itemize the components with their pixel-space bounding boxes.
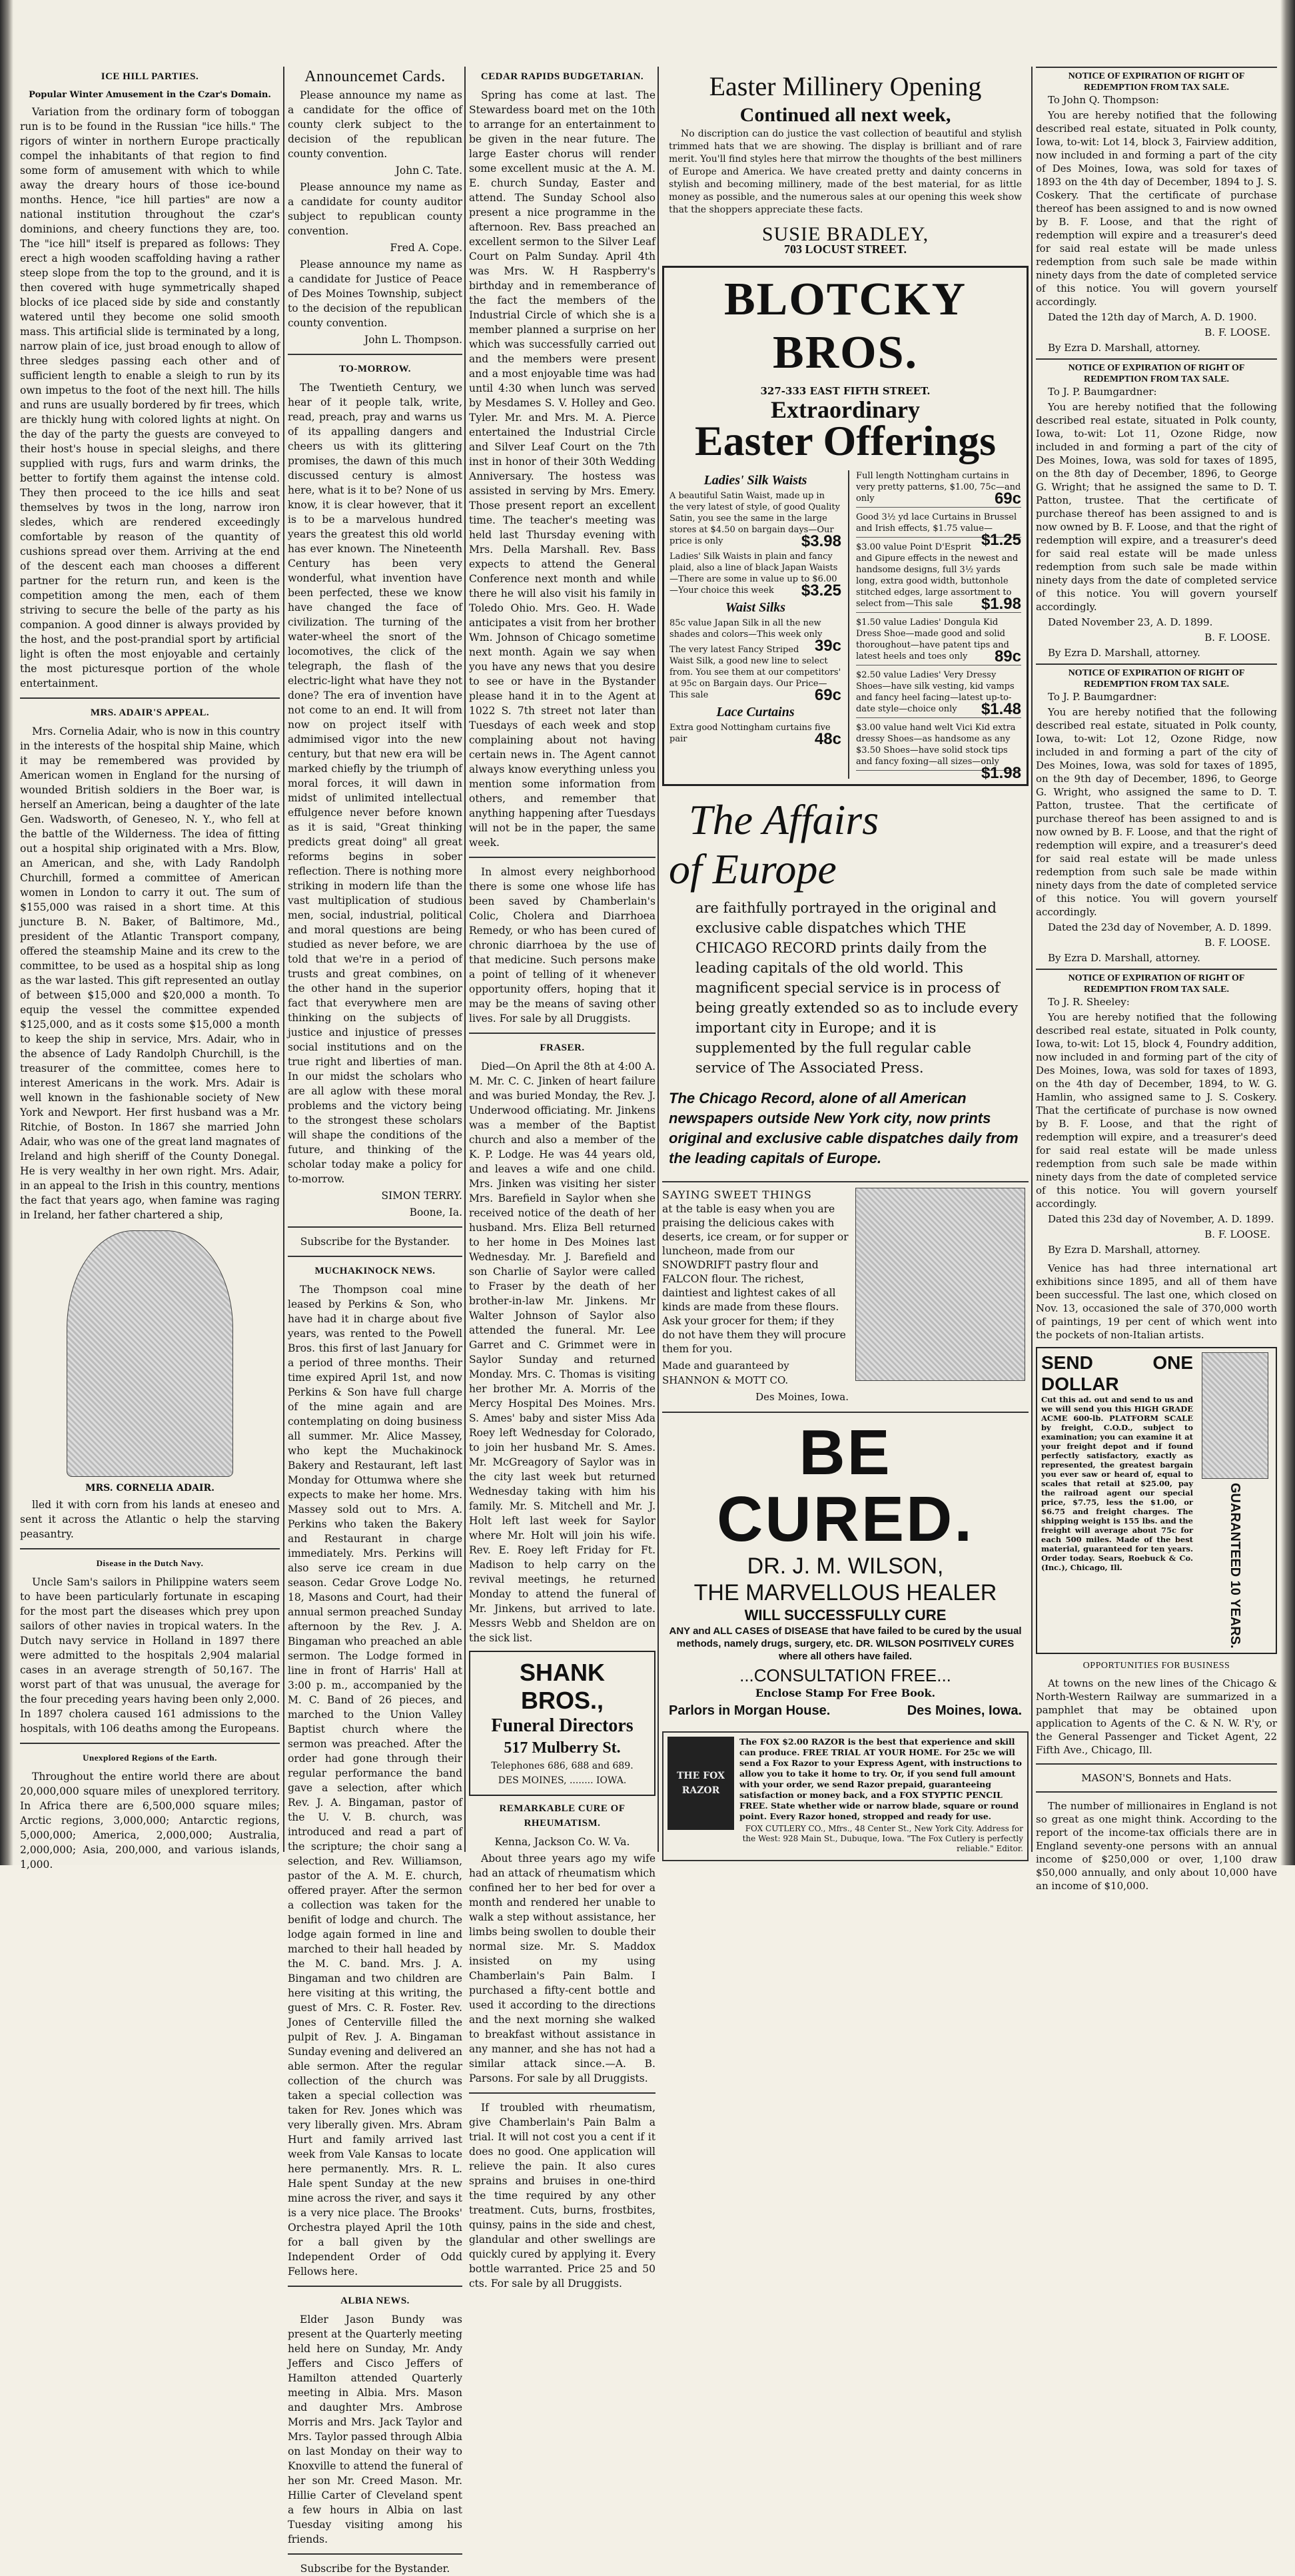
article-body: Elder Jason Bundy was present at the Quarterly meeting held here on Sunday, Mr. Andy Jeffers and Cisco Jeffers of Hamilton attended Quarterly meeting in Albia. Mrs. Mason and daughter Mrs. Ambrose Morris and Mrs. Jack Taylor and Mrs. Taylor passed through Albia on last Monday on their way to Knoxville to attend the funeral of her son Mr. Creed Mason. Mr. Hillie Carter of Cleveland spent a few hours in Albia on last Tuesday visiting among his friends. — [288, 2314, 462, 2545]
column-rule — [1031, 67, 1033, 1852]
ad-subheadline: Funeral Directors — [491, 1715, 634, 1736]
column-rule — [464, 67, 466, 1852]
notice-signature: B. F. LOOSE. — [1204, 632, 1270, 644]
ad-city: DES MOINES, ........ IOWA. — [498, 1775, 627, 1786]
notice-recipient: To J. P. Baumgardner: — [1048, 691, 1157, 703]
notice-signature: B. F. LOOSE. — [1204, 326, 1270, 338]
offer-description: Extra good Nottingham curtains five pair — [669, 723, 831, 744]
subscribe-notice: Subscribe for the Bystander. — [300, 2563, 450, 2575]
column-3 — [469, 67, 655, 2290]
notice-recipient: To John Q. Thompson: — [1048, 94, 1159, 106]
scale-ad-text — [1041, 1352, 1193, 1649]
notice-attorney: By Ezra D. Marshall, attorney. — [1048, 952, 1200, 964]
ad-name: SUSIE BRADLEY, — [761, 223, 929, 245]
ad-tagline: WILL SUCCESSFULLY CURE — [744, 1607, 947, 1623]
offer-item — [856, 669, 1021, 718]
article-body: lled it with corn from his lands at eneseo and sent it across the Atlantic o help the starving peasantry. — [20, 1499, 280, 1540]
offer-description: $3.00 value hand welt Vici Kid extra dressy Shoes—as handsome as any $3.50 Shoes—have solid stock tips and fancy foxing—all sizes—only — [855, 723, 1016, 767]
divider — [288, 2553, 462, 2555]
article-body: About three years ago my wife had an attack of rheumatism which confined her to her bed for over a month and rendered her unable to walk a step without assistance, her limbs being swollen to double their normal size. Mr. S. Maddox insisted on my using Chamberlain's Pain Balm. I purchased a fifty-cent bottle and used it according to the directions and the next morning she walked to breakfast without assistance in any manner, and she has not had a similar attack since.—A. B. Parsons. For sale by all Druggists. — [469, 1853, 655, 2084]
announcement-signature: Fred A. Cope. — [390, 242, 462, 254]
fox-razor-ad — [662, 1731, 1029, 1861]
ad-body: are faithfully portrayed in the original and exclusive cable dispatches which THE CHICAGO RECORD prints daily from the leading capitals of the old world. This magnificent special service is in process of being greatly extended so as to include every important city in Europe; and it is supplemented by the full regular cable service of The Associated Press. — [695, 900, 1019, 1076]
scale-ad-art — [1198, 1352, 1272, 1649]
notice-date: Dated this 23d day of November, A. D. 1899. — [1048, 1213, 1274, 1225]
divider — [1036, 1763, 1277, 1765]
notice-body: You are hereby notified that the following described real estate, situated in Polk county, Iowa, to-wit: Lot 11, Ozone Ridge, now included in and forming a part of the city of Des Moines, Iowa, was sold for taxes of 1895, on the 8th day of December, 1896, to George G. Wright; that he assigned the same to D. T. Patton, trustee. That the certificate of purchase thereof has been assigned to and is now owned by B. F. Loose, and that the right of redemption will expire, and a treasurer's deed for said real estate will be made unless redemption from such sale be made within ninety days from the date of completed service of this notice. You will govern yourself accordingly. — [1036, 401, 1277, 613]
section-title: Announcemet Cards. — [304, 68, 446, 85]
article-title: FRASER. — [540, 1043, 585, 1053]
article-title: Disease in the Dutch Navy. — [96, 1558, 204, 1568]
article-place: Kenna, Jackson Co. W. Va. — [494, 1836, 630, 1848]
offer-description: The very latest Fancy Striped Waist Silk, a good new line to select from. You see them at our competitors' at 95c on Bargain days. Our Price—This sale — [669, 645, 841, 700]
offers-right — [855, 470, 1021, 782]
ad-footer — [669, 1703, 1022, 1718]
offer-description: Good 3½ yd lace Curtains in Brussel and Irish effects, $1.75 value— — [855, 512, 1017, 534]
ad-headline: SHANK BROS., — [519, 1659, 605, 1714]
notice-heading: NOTICE OF EXPIRATION OF RIGHT OF REDEMPTION FROM TAX SALE. — [1068, 973, 1245, 995]
article-title: TO-MORROW. — [339, 364, 411, 374]
notice-signature: B. F. LOOSE. — [1204, 1228, 1270, 1240]
offer-description: Full length Nottingham curtains in very pretty patterns, $1.00, 75c—and only — [855, 471, 1021, 504]
offer-description: A beautiful Satin Waist, made up in the very latest of style, of good Quality Satin, you see the same in the large stores at $4.50 on bargain days—Our price is only — [669, 491, 840, 546]
announcement: Please announce my name as a candidate for county auditor subject to republican county convention. — [288, 181, 462, 237]
article-body: Throughout the entire world there are about 20,000,000 square miles of unexplored territory. In Africa there are 6,500,000 square miles; Arctic regions, 3,000,000; Antarctic regions, 5,000,000; America, 2,000,000; Australia, 2,000,000; Asia, 200,000, and various islands, 1,000. — [20, 1771, 280, 1871]
divider — [288, 354, 462, 355]
notice-recipient: To J. R. Sheeley: — [1048, 996, 1130, 1008]
article-body: Uncle Sam's sailors in Philippine waters seem to have been particularly fortunate in escaping for the most part the diseases which prey upon sailors of other navies in tropical waters. In the Dutch navy service in Holland in 1897 there were admitted to the hospitals 2,904 malarial cases in an average strength of 50,167. The worst part of that was unusual, the average for the four preceding years having been only 2,000. In 1897 cholera caused 161 admissions to the hospitals, with 106 deaths among the Europeans. — [20, 1576, 280, 1735]
notice-heading: NOTICE OF EXPIRATION OF RIGHT OF REDEMPTION FROM TAX SALE. — [1068, 71, 1245, 93]
razor-logo: THE FOX RAZOR — [667, 1737, 734, 1830]
offer-price: 69c — [994, 490, 1021, 508]
scale-ad — [1036, 1347, 1277, 1654]
ad-name: DR. J. M. WILSON, — [747, 1553, 944, 1579]
article-body: Mrs. Cornelia Adair, who is now in this country in the interests of the hospital ship Maine, which it may be remembered was provided by American women in England for the nursing of wounded British soldiers in the Boer war, is herself an American, being a daughter of the late Gen. Wadsworth, of Geneseo, N. Y., who fell at the battle of the Wilderness. The idea of fitting out a hospital ship originated with a Mrs. Blow, an American, and she, with Lady Randolph Churchill, formed a committee of American women in London to carry it out. The sum of $155,000 was raised in a short time. At this juncture B. N. Baker, of Baltimore, Md., president of the Atlantic Transport company, offered the steamship Maine and its crew to the committee, to be used as a hospital ship as long as the war lasted. This gift represented an outlay of between $15,000 and $20,000 a month. To equip the vessel the committee expended $125,000, and as it costs some $15,000 a month to keep the ship in service, Mrs. Adair, who in the absence of Lady Randolph Churchill, is the treasurer of the committee, comes here to interest Americans in the work. Mrs. Adair is well known in the fashionable society of New York and Newport. Her first husband was a Mr. Ritchie, of Boston. In 1867 she married John Adair, who was one of the great land magnates of Ireland and high sheriff of the County Donegal. He is very wealthy in her own right. Mrs. Adair, in an appeal to the Irish in this country, mentions the fact that years ago, when famine was raging in Ireland, her father chartered a ship, — [20, 725, 280, 1221]
article-body: The number of millionaires in England is not so great as one might think. According to the report of the income-tax officials there are in England seventy-one persons with an annual income of $250,000 or over, 1,100 draw $50,000 annually, and only about 10,000 have an income of $10,000. — [1036, 1799, 1277, 1892]
offer-item — [669, 618, 841, 655]
ad-signature: Made and guaranteed by SHANNON & MOTT CO. — [662, 1360, 789, 1386]
ad-address: 703 LOCUST STREET. — [784, 242, 907, 256]
flour-ad — [662, 1181, 1029, 1406]
column-2 — [288, 67, 462, 2575]
divider — [20, 1743, 280, 1744]
notice-attorney: By Ezra D. Marshall, attorney. — [1048, 342, 1200, 354]
fox-razor-text — [739, 1737, 1023, 1856]
ad-headline: BE CURED. — [716, 1417, 974, 1555]
offer-item — [669, 551, 841, 600]
ad-guarantee: GUARANTEED 10 YEARS. — [1228, 1483, 1242, 1649]
article-body: At towns on the new lines of the Chicago & North-Western Railway are summarized in a pamphlet that may be obtained upon application to Agents of the C. & N. W. R'y, or the General Passenger and Ticket Agent, 22 Fifth Ave., Chicago, Ill. — [1036, 1677, 1277, 1756]
flour-ad-text — [662, 1188, 849, 1406]
offer-price: $1.48 — [981, 700, 1021, 718]
article-title: OPPORTUNITIES FOR BUSINESS — [1082, 1660, 1230, 1671]
offer-price: $1.98 — [981, 764, 1021, 782]
ad-address: Parlors in Morgan House. — [669, 1703, 831, 1718]
announcement: Please announce my name as a candidate for the office of county clerk subject to the decision of the republican county convention. — [288, 89, 462, 160]
offer-item — [669, 722, 841, 748]
ad-address: 327-333 EAST FIFTH STREET. — [760, 385, 931, 397]
notice-heading: NOTICE OF EXPIRATION OF RIGHT OF REDEMPTION FROM TAX SALE. — [1068, 363, 1245, 384]
divider — [288, 1226, 462, 1228]
ad-body: ANY and ALL CASES of DISEASE that have failed to be cured by the usual methods, namely drugs, surgery, etc. DR. WILSON POSITIVELY CURES where all others have failed. — [669, 1625, 1022, 1662]
ad-headline: SAYING SWEET THINGS — [662, 1188, 812, 1201]
ad-headline: SEND ONE DOLLAR — [1041, 1352, 1193, 1394]
notice-signature: B. F. LOOSE. — [1204, 937, 1270, 949]
ad-headline: Easter Millinery Opening — [709, 71, 982, 101]
announcement: Please announce my name as a candidate for Justice of Peace of Des Moines Township, subject to the decision of the republican county convention. — [288, 258, 462, 329]
divider — [1036, 1791, 1277, 1793]
notice-attorney: By Ezra D. Marshall, attorney. — [1048, 1244, 1200, 1256]
article-body: If troubled with rheumatism, give Chamberlain's Pain Balm a trial. It will not cost you a cent if it does no good. One application will relieve the pain. It also cures sprains and bruises in one-third the time required by any other treatment. Cuts, burns, frostbites, quinsy, pains in the side and chest, glandular and other swellings are quickly cured by applying it. Every bottle warranted. Price 25 and 50 cts. For sale by all Druggists. — [469, 2102, 655, 2290]
article-body: Died—On April the 8th at 4:00 A. M. Mr. C. C. Jinken of heart failure and was buried Monday, the Rev. J. Underwood officiating. Mr. Jinkens was a member of the Baptist church and also a member of the K. P. Lodge. He was 44 years old, and leaves a wife and one child. Mrs. Jinken was visiting her sister Mrs. Barefield in Saylor when she received notice of the death of her husband. Mrs. Eliza Bell returned to her home in Des Moines last Wednesday. Mr. J. Barefield and son Charlie of Saylor were called to Fraser by the death of her brother-in-law Mr. Jinkens. Mr Walter Johnson of Saylor also attended the funeral. Mr. Lee Garret and C. Grimmet were in Saylor Sunday and returned Monday. Mrs. C. Thomas is visiting her brother Mr. A. Morris of the Mercy Hospital Des Moines. Mrs. S. Ames' baby and sister Miss Ada Roey left Wednesday for Colorado, to join her husband Mr. S. Ames. Mr. McGreagory of Saylor was in the city last week but returned Wednesday taking with him his family. Mr. S. Mitchell and Mr. J. Holt left last week for Saylor where Mr. Holt will join his wife. Rev. E. Roey left Friday for Ft. Madison to help carry on the revival meetings, he returned Monday to attend the funeral of Mr. Jinkens, but arrived to late. Messrs Webb and Sheldon are on the sick list. — [469, 1061, 655, 1644]
ad-title: Easter Offerings — [694, 417, 997, 464]
offer-price: 39c — [814, 637, 841, 655]
article-title: Unexplored Regions of the Earth. — [83, 1753, 217, 1763]
ad-signature: FOX CUTLERY CO., Mfrs., 48 Center St., New York City. Address for the West: 928 Main St., Dubuque, Iowa. "The Fox Cutlery is perfectly reliable." Editor. — [742, 1824, 1023, 1853]
article-title: ALBIA NEWS. — [340, 2296, 410, 2306]
offer-description: Ladies' Silk Waists in plain and fancy plaid, also a line of black Japan Waists—There are some in value up to $6.00—Your choice this week — [669, 552, 838, 596]
baking-illustration — [855, 1188, 1025, 1381]
article-title: MRS. ADAIR'S APPEAL. — [90, 707, 210, 718]
article-body: The Thompson coal mine leased by Perkins & Son, who have had it in charge about five years, was rented to the Powell Bros. this first of last January for a period of three months. Their time expired April 1st, and now Perkins & Son have full charge of the mine again and are contemplating on doing business all summer. Mr. Alice Massey, who kept the Muchakinock Bakery and Restaurant, left last Monday for Ottumwa where she expects to make her home. Mrs. Massey sold out to Mrs. A. Perkins who taken the Bakery and Restaurant in charge immediately. Mrs. Perkins will also serve ice cream in due season. Cedar Grove Lodge No. 18, Masons and Court, had their annual sermon preached Sunday afternoon by the Rev. J. A. Bingaman who preached an able sermon. The Lodge formed in line in front of Harris' Hall at 3:00 p. m., accompanied by the M. C. Band of 26 pieces, and marched to the Union Valley Baptist church where the sermon was preached. After the order had gone through their regular performance the band gave a selection, after which Rev. J. A. Bingaman, pastor of the U. V. B. church, was introduced and read a part of the scripture; the choir sang a selection, and Rev. Williamson, pastor of the A. M. E. church, offered prayer. After the sermon a collection was taken for the benifit of lodge and church. The lodge again formed in line and marched to their hall headed by the M. C. band. Mrs. J. A. Bingaman and two children are here visiting at this writing, the guest of Mrs. C. R. Foster. Rev. Jones of Centerville filled the pulpit of Rev. J. A. Bingaman Sunday evening and delivered an able sermon. After the regular collection of the church was taken a special collection was taken for Rev. Jones which was very liberally given. Mrs. Abram Hurt and family arrived last week from Vale Kansas to locate here permanently. Mrs. R. L. Hale spent Sunday at the new mine across the river, and says it is a very nice place. The Brooks' Orchestra played April the 10th for a ball given by the Independent Order of Odd Fellows here. — [288, 1284, 462, 2278]
notice-body: You are hereby notified that the following described real estate, situated in Polk county, Iowa, to-wit: Lot 15, block 4, Foundry addition, now included in and forming part of the city of Des Moines, Iowa, was sold for taxes of 1893, on the 4th day of December, 1894, to W. G. Hamlin, who assigned same to J. S. Coskery. That the certificate of purchase is now owned by B. F. Loose, and that the right of redemption will expire, and a treasurer's deed for said real estate will be made unless redemption from such sale be made within ninety days from the date of completed service of this notice. You will govern yourself accordingly. — [1036, 1011, 1277, 1210]
offer-category: Waist Silks — [725, 600, 786, 615]
column-rule — [283, 67, 284, 1852]
divider — [469, 2092, 655, 2094]
ad-city: Des Moines, Iowa. — [907, 1703, 1022, 1718]
column-4-ads — [662, 67, 1029, 1852]
notice-date: Dated November 23, A. D. 1899. — [1048, 616, 1213, 628]
ad-subheadline: Continued all next week, — [739, 104, 951, 126]
ad-body: No discription can do justice the vast collection of beautiful and stylish trimmed hats that we are showing. The display is brilliant and of rare merit. You'll find styles here that mirrow the thoughts of the best milliners of Europe and America. We have created pretty and dainty concerns in stylish and becoming millinery, made of the best material, for as little money as possible, and the numerous sales at our opening this week show that the shoppers appreciate these facts. — [669, 129, 1022, 215]
tax-notices — [1036, 67, 1277, 1256]
ad-headline: BLOTCKY BROS. — [723, 274, 967, 378]
offer-item — [855, 512, 1021, 549]
offer-description: 85c value Japan Silk in all the new shades and colors—This week only — [669, 618, 823, 640]
article-subtitle: Popular Winter Amusement in the Czar's Domain. — [29, 90, 271, 100]
article-body: Venice has had three international art exhibitions since 1895, and all of them have been successful. The last one, which closed on Nov. 13, occasioned the sale of 370,000 worth of paintings, 19 per cent of which went into the pockets of non-Italian artists. — [1036, 1262, 1277, 1341]
divider — [20, 1548, 280, 1549]
shank-bros-ad — [469, 1651, 655, 1796]
ad-headline: The Affairs — [689, 796, 879, 843]
notice-attorney: By Ezra D. Marshall, attorney. — [1048, 647, 1200, 659]
subscribe-notice: Subscribe for the Bystander. — [300, 1236, 450, 1248]
offer-price: $1.98 — [981, 595, 1021, 613]
ad-body: at the table is easy when you are praising the delicious cakes with deserts, ice cream, or for supper or luncheon, made from our SNOWDRIFT pastry flour and FALCON flour. The richest, daintiest and lightest cakes of all kinds are made from these flours. Ask your grocer for them; if they do not have them they will procure them for you. — [662, 1203, 849, 1355]
announcement-signature: John L. Thompson. — [364, 334, 462, 346]
notice-heading: NOTICE OF EXPIRATION OF RIGHT OF REDEMPTION FROM TAX SALE. — [1068, 668, 1245, 689]
ad-phone: Telephones 686, 688 and 689. — [491, 1761, 634, 1771]
offer-item — [856, 542, 1021, 613]
offer-category: Ladies' Silk Waists — [703, 473, 807, 488]
offer-item — [856, 470, 1021, 508]
ad-subheadline: THE MARVELLOUS HEALER — [693, 1580, 997, 1605]
wilson-healer-ad — [662, 1412, 1029, 1725]
ad-line: MASON'S, Bonnets and Hats. — [1081, 1771, 1232, 1784]
offer-item — [855, 722, 1021, 782]
announcement-signature: John C. Tate. — [395, 165, 462, 177]
article-title: ICE HILL PARTIES. — [101, 71, 199, 82]
divider — [469, 857, 655, 858]
article-title: MUCHAKINOCK NEWS. — [314, 1266, 436, 1276]
divider — [288, 1256, 462, 1257]
scan-edge-right — [1280, 0, 1295, 1865]
portrait-illustration — [67, 1230, 233, 1477]
scale-illustration — [1202, 1352, 1268, 1479]
article-body: Variation from the ordinary form of toboggan run is to be found in the Russian "ice hills." The rigors of winter in northern Europe practically compel the inhabitants of that region to find some form of amusement with which to while away the dreary hours of those ice-bound months. Hence, "ice hill parties" are now a national institution throughout the czar's dominions, and cheery functions they are, too. The "ice hill" itself is prepared as follows: They erect a high wooden scaffolding having a rather steep slope from the top to the ground, and it is then covered with huge symmetrically shaped blocks of ice placed side by side and constantly watered until they become one solid smooth mass. This artificial slide is terminated by a long, narrow plain of ice, just broad enough to allow of three sledges passing each other and of sufficient length to enable a sleigh to run by its own impetus to the foot of the next hill. The hills and runs are usually bordered by fir trees, which are thickly hung with colored lights at night. On the day of the party the guests are conveyed to their host's house in special sleighs, and there supplied with rugs, furs and warm drinks, the better to fortify them against the intense cold. They then proceed to the ice hills and seat themselves by twos in the long, narrow iron sledes, which are rendered exceedingly comfortable by reason of the quantity of cushions spread over them. Arriving at the end of the descent each man chooses a different partner for the return run, and keen is the competition among the men, each of them striving to secure the belle of the party as his companion. A good dinner is always provided by the host, and the post-prandial sport by artificial light is often the most enjoyable and certainly the most picturesque portion of the whole entertainment. — [20, 106, 280, 689]
ad-tagline: The Chicago Record, alone of all American newspapers outside New York city, now prints original and exclusive cable dispatches daily from the leading capitals of Europe. — [669, 1090, 1019, 1166]
column-1 — [20, 67, 280, 1871]
column-rule — [848, 470, 849, 779]
offer-item — [669, 490, 841, 550]
ad-body: The FOX $2.00 RAZOR is the best that experience and skill can produce. FREE TRIAL AT YOUR HOME. For 25c we will send a Fox Razor to your Express Agent, with instructions to allow you to take it home to try. Or, if you send full amount with your order, we send Razor prepaid, guaranteeing satisfaction or money back, and a FOX STYPTIC PENCIL FREE. State whether wide or narrow blade, square or round point. Every Razor honed, stropped and ready for use. — [739, 1737, 1022, 1821]
ad-city: Des Moines, Iowa. — [755, 1391, 849, 1403]
divider — [288, 2286, 462, 2287]
offer-price: 69c — [814, 686, 841, 704]
notice-date: Dated the 23d day of November, A. D. 1899. — [1048, 921, 1272, 933]
ad-body: Cut this ad. out and send to us and we will send you this HIGH GRADE ACME 600-lb. PLATFORM SCALE by freight, C.O.D., subject to examination; you can examine it at your freight depot and if found perfectly satisfactory, exactly as represented, the greatest bargain you ever saw or heard of, equal to scales that retail at $25.00, pay the railroad agent our special price, $7.75, less the $1.00, or $6.75 and freight charges. The shipping weight is 155 lbs. and the freight will average about 75c for each 500 miles. Made of the best material, guaranteed for ten years. Order today. Sears, Roebuck & Co. (Inc.), Chicago, Ill. — [1041, 1395, 1193, 1572]
divider — [20, 697, 280, 699]
article-title: REMARKABLE CURE OF RHEUMATISM. — [499, 1803, 626, 1829]
tax-notice — [1036, 67, 1277, 354]
offer-category: Lace Curtains — [716, 705, 795, 719]
millinery-ad — [662, 67, 1029, 260]
offer-price: 89c — [994, 647, 1021, 665]
ad-offer: ...CONSULTATION FREE... — [739, 1665, 951, 1685]
offer-price: $3.98 — [801, 532, 841, 550]
offer-price: $3.25 — [801, 582, 841, 600]
scan-edge-left — [0, 0, 13, 1865]
tax-notice — [1036, 663, 1277, 965]
article-title: CEDAR RAPIDS BUDGETARIAN. — [480, 71, 644, 82]
notice-recipient: To J. P. Baumgardner: — [1048, 386, 1157, 398]
notice-body: You are hereby notified that the following described real estate, situated in Polk county, Iowa, to-wit: Lot 14, block 3, Fairview addition, now included in and forming a part of the city of Des Moines, Iowa, was sold for taxes of 1893 on the 4th day of December, 1894 to J. S. Coskery. That the certificate of purchase thereof has been assigned to and is now owned by B. F. Loose, and that the right of redemption will expire and a treasurer's deed for said real estate will be made unless redemption from such sale be made within ninety days from the date of completed service of this notice. You will govern yourself accordingly. — [1036, 109, 1277, 308]
offer-description: $3.00 value Point D'Esprit and Gipure effects in the newest and handsome designs, full 3½ yards long, extra good width, buttonhole stitched edges, large assortment to select from—This sale — [855, 542, 1019, 609]
tax-notice — [1036, 358, 1277, 659]
offer-price: 48c — [814, 730, 841, 748]
tax-notice — [1036, 969, 1277, 1256]
ad-headline-2: of Europe — [669, 845, 837, 893]
column-rule — [657, 67, 659, 1852]
notice-date: Dated the 12th day of March, A. D. 1900. — [1048, 311, 1257, 323]
article-body: The Twentieth Century, we hear of it people talk, write, read, preach, pray and warns us of its appalling dangers and cheers us with its glittering promises, the dawn of this much discussed century is almost here, what is it to be? None of us know, it is clear however, that it is to be a marvelous hundred years the greatest this old world has ever known. The Nineteenth Century has been very wonderful, what invention have been perfected, these we know have changed the face of civilization. The turning of the water-wheel the snort of the locomotives, the click of the telegraph, the flash of the electric-light what have they not done? The era of invention have not come to an end. It will from now on project itself with admimised vigor into the new century, but that new era will be marked chiefly by the triumph of moral forces, it will dawn in midst of unlimited intellectual effulgence never before known as it is said, "Great thinking predicts great doing" all great reforms begins in sober reflection. There is nothing more striking in modern life than the vast multiplication of studious men, social, industrial, political and moral questions are being studied as never before, we are told that we're in a period of trusts and great combines, on the other hand in the superior fact that everywhere men are thinking on the subjects of justice and injustice of presses social institutions and on the true right and liberties of man. In our midst the scholars who are all aglow with these moral problems and the victory being to the strongest these scholars will shape the conditions of the future, and thinking of the scholar today make a policy for to-morrow. — [288, 382, 462, 1185]
offer-description: $2.50 value Ladies' Very Dressy Shoes—have silk vesting, kid vamps and fancy heel facing—latest up-to-date style—choice only — [855, 670, 1015, 714]
column-5 — [1036, 67, 1277, 1892]
offer-description: $1.50 value Ladies' Dongula Kid Dress Shoe—made good and solid thoroughout—have patent tips and latest heels and toes only — [855, 618, 1009, 661]
blotcky-bros-ad — [662, 266, 1029, 786]
ad-address: 517 Mulberry St. — [504, 1739, 621, 1757]
ad-subheadline: Extraordinary — [771, 396, 920, 423]
article-signature: SIMON TERRY. — [381, 1190, 462, 1202]
divider — [469, 1033, 655, 1034]
ad-note: Enclose Stamp For Free Book. — [755, 1687, 936, 1699]
offers-left — [669, 470, 841, 779]
article-body: In almost every neighborhood there is some one whose life has been saved by Chamberlain's Colic, Cholera and Diarrhoea Remedy, or who has been cured of chronic diarrhoea by the use of that medicine. Such persons make a point of telling of it whenever opportunity offers, hoping that it may be the means of saving other lives. For sale by all Druggists. — [469, 866, 655, 1025]
article-body: Spring has come at last. The Stewardess board met on the 10th to arrange for an entertainment to be given in the near future. The large Easter chorus will render some excellent music at the A. M. E. church Sunday, Easter and attend. The Sunday School also present a nice programme in the afternoon. Rev. Bass preached an excellent sermon to the Silver Leaf Court on Palm Sunday. April 4th was Mrs. W. H Raspberry's birthday and in rememberance of the fact the members of the Industrial Circle of which she is a member planned a surprise on her which was successfully carried out and the members were present and a most enjoyable time was had until 4:30 when lunch was served by Mesdames S. V. Holley and Geo. Tyler. Mr. and Mrs. M. A. Pierce entertained the Industrial Circle and Silver Leaf Court on the 7th inst in honor of their 30th Wedding Anniversary. The hostess was assisted in serving by Mrs. Emery. Those present report an excellent time. The teacher's meeting was held last Thursday evening with Mrs. Della Marshall. Rev. Bass expects to attend the General Conference next month and while there he will also visit his family in Toledo Ohio. Mrs. Geo. H. Wade anticipates a visit from her brother Wm. Johnson of Chicago sometime next month. Again we say when you have any news that you desire to see or have in the Bystander please hand it in to the Agent at 1022 S. 7th street not later than Tuesdays of each week and stop complaining about not having certain news in. The Agent cannot always know everything unless you mention some information from others, and remember that anything happening after Tuesdays will not be in the paper, the same week. — [469, 89, 655, 849]
offer-price: $1.25 — [981, 531, 1021, 549]
notice-body: You are hereby notified that the following described real estate, situated in Polk county, Iowa, to-wit: Lot 12, Ozone Ridge, now included in and forming a part of the city of Des Moines, Iowa, was sold for taxes of 1895, on the 9th day of December, 1896, to George G. Wright, who assigned the same to D. T. Patton, trustee. That the certificate of purchase thereof has been assigned to and is now owned by B. F. Loose, and that the right of redemption will expire, and a treasurer's deed for said real estate will be made unless redemption from such sale be made within ninety days from the date of completed service of this notice. You will govern yourself accordingly. — [1036, 706, 1277, 918]
article-place: Boone, Ia. — [409, 1206, 462, 1218]
offer-item — [856, 617, 1021, 665]
offers-grid — [669, 470, 1021, 782]
chicago-record-ad — [662, 791, 1029, 1174]
portrait-caption: MRS. CORNELIA ADAIR. — [85, 1483, 215, 1494]
